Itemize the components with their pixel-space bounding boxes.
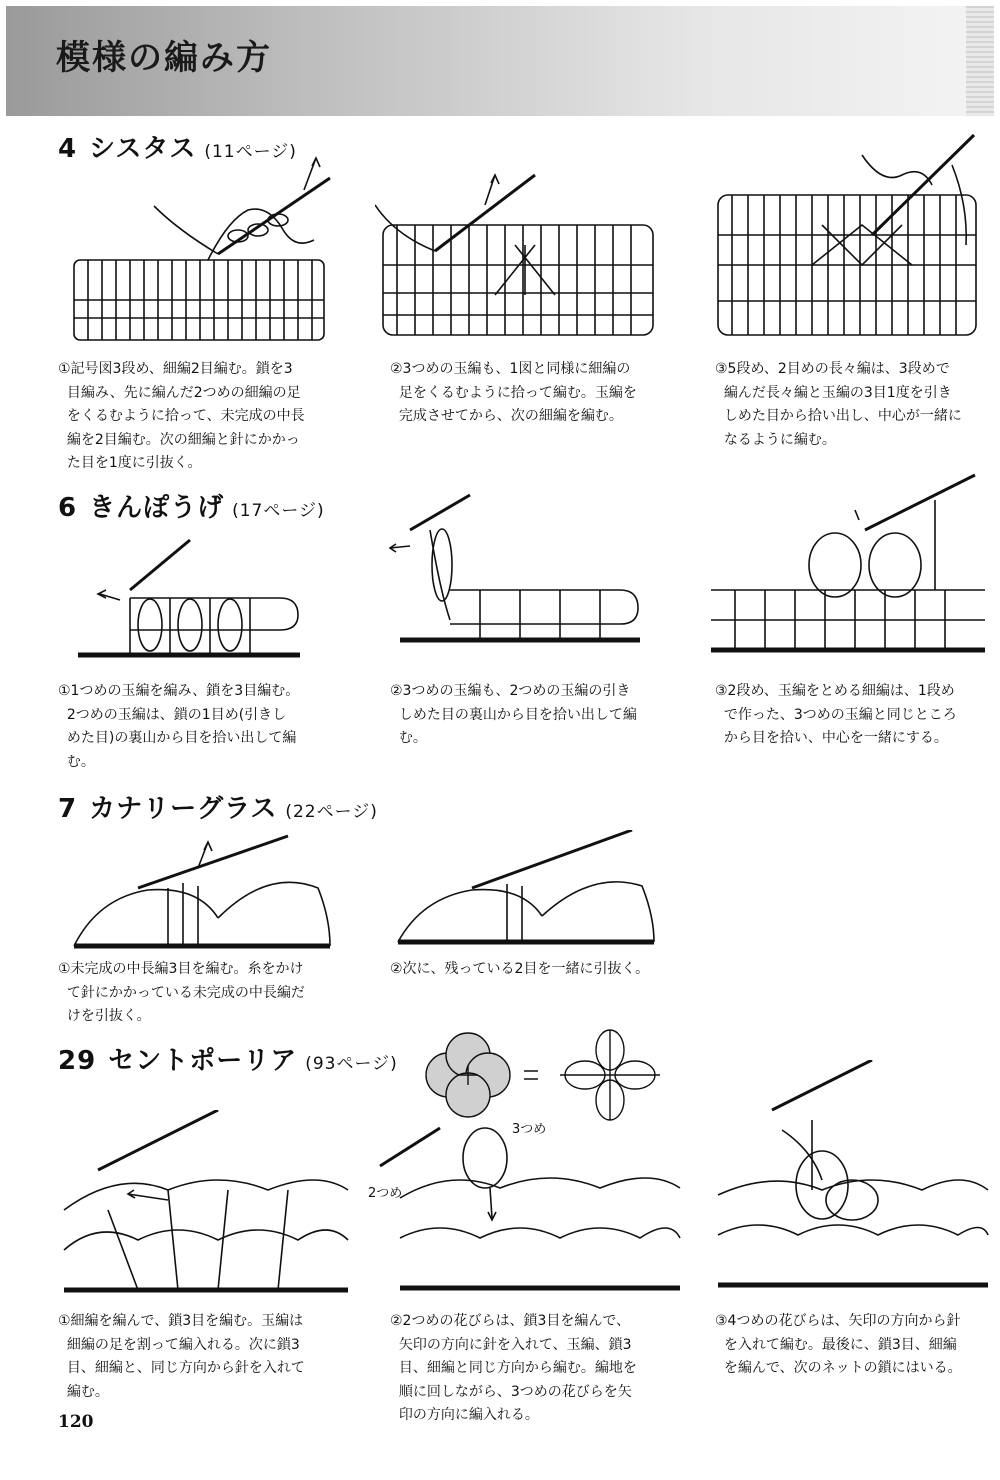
- page-title: 模様の編み方: [56, 38, 272, 78]
- section-name: カナリーグラス: [89, 794, 278, 824]
- page-reference: (11ページ): [204, 142, 297, 162]
- diagram-29-1: [58, 1110, 353, 1300]
- diagram-4-1: [68, 150, 338, 350]
- step-caption-7-2: ②次に、残っている2目を一緒に引抜く。: [390, 961, 650, 977]
- second-petal-label: 2つめ: [368, 1186, 403, 1201]
- step-caption-4-1: ①記号図3段め、細編2目編む。鎖を3 目編み、先に編んだ2つめの細編の足 をくるむように拾って、未完成の中長 編を2目編む。次の細編と針にかかっ た目を1度に引抜く。: [58, 361, 305, 471]
- third-petal-label: 3つめ: [512, 1122, 547, 1137]
- diagram-4-2: [375, 165, 675, 340]
- diagram-29-3: [712, 1060, 992, 1295]
- section-number: 29: [58, 1046, 97, 1076]
- section-title-29: [58, 1040, 398, 1077]
- diagram-7-2: [392, 830, 662, 955]
- step-caption-6-3: ③2段め、玉編をとめる細編は、1段め で作った、3つめの玉編と同じところ から目を拾い、中心を一緒にする。: [715, 683, 957, 746]
- section-number: 6: [58, 493, 78, 523]
- diagram-6-1: [70, 530, 310, 670]
- diagram-6-3: [705, 470, 990, 670]
- step-caption-7-1: ①未完成の中長編3目を編む。糸をかけ て針にかかっている未完成の中長編だ けを引抜く。: [58, 961, 305, 1024]
- step-caption-4-3: ③5段め、2目めの長々編は、3段めで 編んだ長々編と玉編の3目1度を引き しめた目から拾い出し、中心が一緒に なるように編む。: [715, 361, 962, 448]
- section-name: セントポーリア: [108, 1046, 298, 1076]
- page-edge: [966, 6, 994, 116]
- step-caption-6-2: ②3つめの玉編も、2つめの玉編の引き しめた目の裏山から目を拾い出して編 む。: [390, 683, 637, 746]
- step-caption-29-3: ③4つめの花びらは、矢印の方向から針 を入れて編む。最後に、鎖3目、細編 を編んで、次のネットの鎖にはいる。: [715, 1313, 962, 1376]
- section-title-6: [58, 487, 325, 524]
- section-number: 7: [58, 794, 78, 824]
- page-reference: (17ページ): [232, 501, 325, 521]
- page-reference: (22ページ): [285, 802, 378, 822]
- diagram-7-1: [68, 828, 338, 958]
- diagram-4-3: [712, 125, 982, 340]
- flower-motif-symbol-diagram: [420, 1025, 680, 1125]
- step-caption-6-1: ①1つめの玉編を編み、鎖を3目編む。 2つめの玉編は、鎖の1目め(引きし めた目)の裏山から目を拾い出して編 む。: [58, 683, 300, 770]
- section-title-7: [58, 788, 378, 825]
- section-number: 4: [58, 134, 78, 164]
- page-reference: (93ページ): [305, 1054, 398, 1074]
- page-number: 120: [58, 1412, 94, 1432]
- section-name: きんぽうげ: [89, 493, 225, 523]
- diagram-6-2: [380, 490, 660, 650]
- step-caption-4-2: ②3つめの玉編も、1図と同様に細編の 足をくるむように拾って編む。玉編を 完成させてから、次の細編を編む。: [390, 361, 637, 424]
- section-name: シスタス: [89, 134, 197, 164]
- diagram-29-2: [370, 1118, 690, 1298]
- step-caption-29-2: ②2つめの花びらは、鎖3目を編んで、 矢印の方向に針を入れて、玉編、鎖3 目、細編と同じ方向から編む。編地を 順に回しながら、3つめの花びらを矢 印の方向に編入れる。: [390, 1313, 637, 1423]
- step-caption-29-1: ①細編を編んで、鎖3目を編む。玉編は 細編の足を割って編入れる。次に鎖3 目、細編と、同じ方向から針を入れて 編む。: [58, 1313, 305, 1400]
